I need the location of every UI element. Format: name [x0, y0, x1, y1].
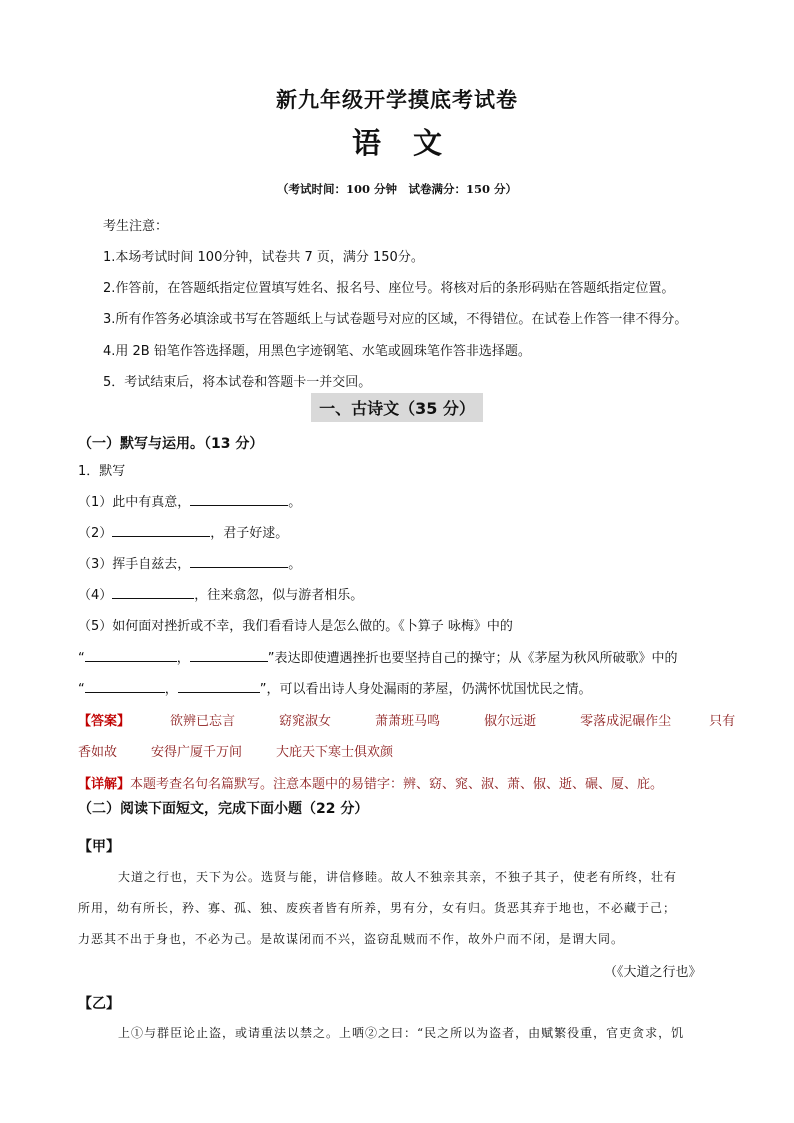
answer-item: 欲辨已忘言 [170, 714, 236, 729]
section-title [0, 393, 794, 422]
detail-line [78, 773, 663, 792]
section-title-text: 一、古诗文（35 分） [311, 393, 483, 422]
passage-line: 上①与群臣论止盗，或请重法以禁之。上哂②之曰：“民之所以为盗者，由赋繁役重，官吏贪求，饥 [118, 1026, 685, 1040]
passage-label-yi: 【乙】 [78, 996, 120, 1012]
answer-blank[interactable] [190, 555, 288, 568]
question-text: （4） [78, 588, 113, 603]
passage-line: 大道之行也，天下为公。选贤与能，讲信修睦。故人不独亲其亲，不独子其子，使老有所终，壮有 [118, 870, 678, 884]
question-item [78, 553, 301, 572]
question-item [78, 647, 678, 666]
quote-mark: “ [78, 682, 85, 697]
passage-line: 力恶其不出于身也，不必为己。是故谋闭而不兴，盗窃乱贼而不作，故外户而不闭，是谓大同。 [78, 932, 625, 946]
question-item [78, 678, 592, 697]
question-item [78, 522, 288, 541]
question-text: 。 [288, 495, 302, 510]
answer-item: 窈窕淑女 [279, 714, 332, 729]
notice-item: 4.用 2B 铅笔作答选择题，用黑色字迹钢笔、水笔或圆珠笔作答非选择题。 [103, 344, 531, 359]
answer-blank[interactable] [112, 524, 210, 537]
exam-title: 新九年级开学摸底考试卷 [276, 88, 518, 112]
question-text: ”，可以看出诗人身处漏雨的茅屋，仍满怀忧国忧民之情。 [259, 682, 592, 697]
quote-mark: “ [78, 651, 85, 666]
passage-label-jia: 【甲】 [78, 839, 120, 855]
subject-title: 语 文 [351, 126, 443, 160]
answer-item: 安得广厦千万间 [151, 745, 243, 760]
answer-line [78, 710, 735, 729]
answer-item: 大庇天下寒士俱欢颜 [276, 745, 394, 760]
answer-item: 香如故 [78, 745, 118, 760]
answer-tag: 【答案】 [78, 714, 131, 729]
passage-line: 所用，幼有所长，矜、寡、孤、独、废疾者皆有所养，男有分，女有归。货恶其弃于地也，不必藏于己； [78, 901, 677, 915]
question-text: 。 [288, 557, 302, 572]
passage-source: （《大道之行也》 [604, 965, 702, 980]
comma: ， [176, 651, 190, 666]
detail-text: 本题考查名句名篇默写。注意本题中的易错字：辨、窈、窕、淑、萧、俶、逝、碾、厦、庇。 [130, 777, 664, 792]
question-text: （1）此中有真意， [78, 495, 191, 510]
comma: ， [164, 682, 178, 697]
notice-heading: 考生注意： [103, 219, 169, 234]
question-item: （5）如何面对挫折或不幸，我们看看诗人是怎么做的。《卜算子 咏梅》中的 [78, 619, 513, 634]
question-item [78, 491, 301, 510]
question-text: ，君子好逑。 [210, 526, 289, 541]
part1-title: （一）默写与运用。（13 分） [78, 436, 264, 452]
question-text: （3）挥手自兹去， [78, 557, 191, 572]
detail-tag: 【详解】 [78, 777, 131, 792]
answer-blank[interactable] [190, 649, 268, 662]
answer-blank[interactable] [178, 680, 260, 693]
answer-blank[interactable] [85, 680, 165, 693]
answer-blank[interactable] [112, 586, 194, 599]
question-text: ，往来翕忽，似与游者相乐。 [194, 588, 364, 603]
answer-item: 俶尔远逝 [484, 714, 537, 729]
question-text: ”表达即使遭遇挫折也要坚持自己的操守；从《茅屋为秋风所破歌》中的 [267, 651, 678, 666]
question-item [78, 584, 363, 603]
answer-item: 只有 [709, 714, 736, 729]
question-text: （2） [78, 526, 113, 541]
answer-item: 零落成泥碾作尘 [580, 714, 672, 729]
answer-item: 萧萧班马鸣 [375, 714, 441, 729]
notice-item: 3.所有作答务必填涂或书写在答题纸上与试卷题号对应的区域，不得错位。在试卷上作答一律不得分。 [103, 312, 688, 327]
notice-item: 2.作答前，在答题纸指定位置填写姓名、报名号、座位号。将核对后的条形码贴在答题纸指定位置。 [103, 281, 675, 296]
exam-info: （考试时间：100 分钟 试卷满分：150 分） [276, 182, 517, 196]
answer-blank[interactable] [190, 493, 288, 506]
answer-blank[interactable] [85, 649, 177, 662]
question-label: 1．默写 [78, 464, 126, 479]
notice-item: 1.本场考试时间 100分钟，试卷共 7 页，满分 150分。 [103, 250, 424, 265]
notice-item: 5．考试结束后，将本试卷和答题卡一并交回。 [103, 375, 372, 390]
part2-title: （二）阅读下面短文，完成下面小题（22 分） [78, 801, 369, 817]
answer-line [78, 741, 393, 760]
